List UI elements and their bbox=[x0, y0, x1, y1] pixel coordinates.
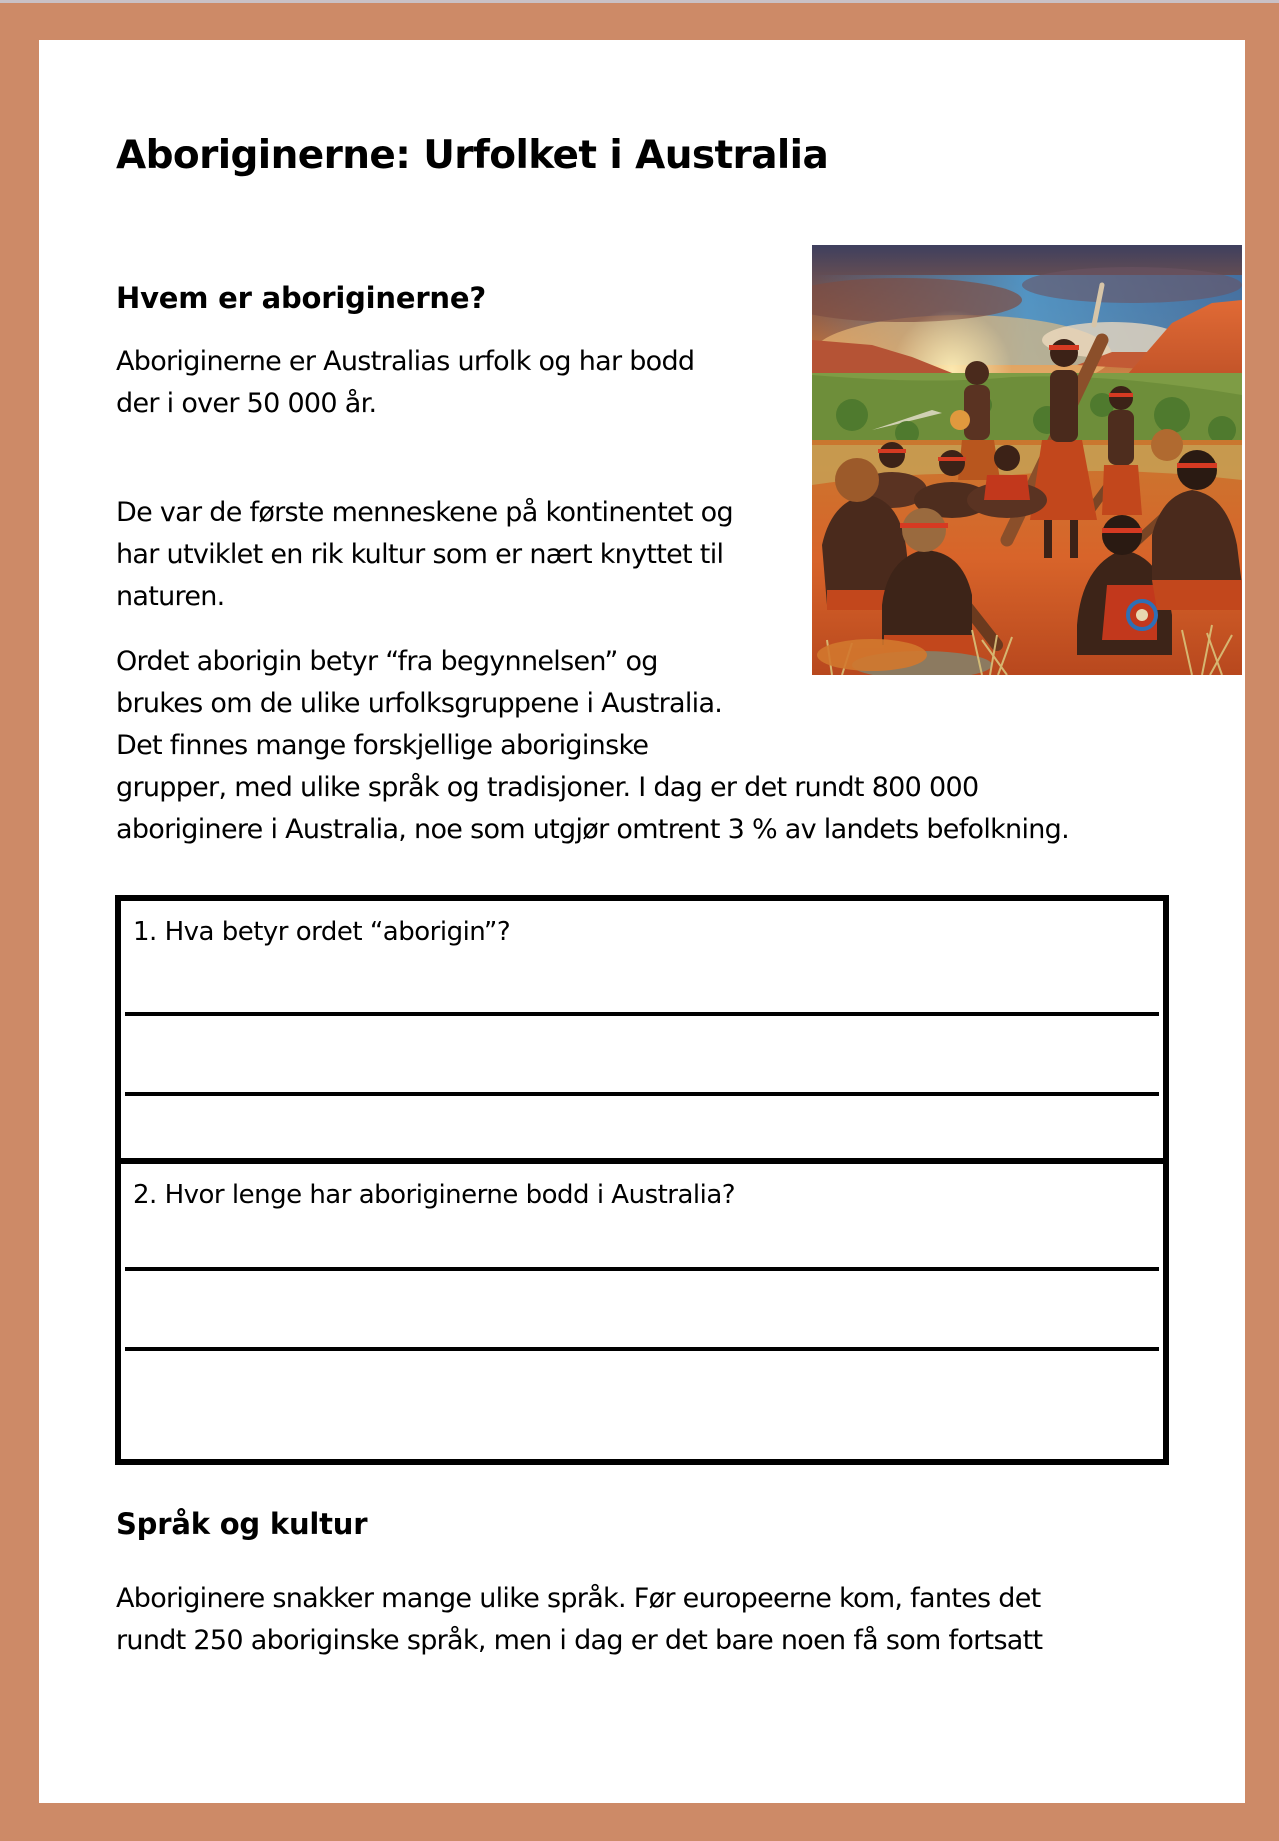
page-title: Aboriginerne: Urfolket i Australia bbox=[116, 133, 829, 178]
text-line: Ordet aborigin betyr “fra begynnelsen” og bbox=[116, 646, 658, 677]
question-1-text: 1. Hva betyr ordet “aborigin”? bbox=[133, 917, 511, 947]
answer-line[interactable] bbox=[125, 1012, 1159, 1016]
question-2 bbox=[121, 1164, 1163, 1418]
text-line: brukes om de ulike urfolksgruppene i Australia. bbox=[116, 688, 723, 719]
text-line: Aboriginere snakker mange ulike språk. Før europeerne kom, fantes det bbox=[116, 1583, 1041, 1614]
question-2-text: 2. Hvor lenge har aboriginerne bodd i Australia? bbox=[133, 1180, 736, 1210]
aboriginal-didgeridoo-illustration bbox=[812, 245, 1242, 675]
answer-line[interactable] bbox=[125, 1267, 1159, 1271]
text-line: har utviklet en rik kultur som er nært knyttet til bbox=[116, 539, 724, 570]
section-heading-language-culture: Språk og kultur bbox=[116, 1507, 368, 1541]
paragraph-languages bbox=[116, 1578, 1042, 1662]
window-top-edge bbox=[0, 0, 1279, 3]
answer-line[interactable] bbox=[125, 1347, 1159, 1351]
paragraph-intro bbox=[116, 341, 694, 425]
worksheet-page bbox=[39, 40, 1245, 1803]
text-line: rundt 250 aboriginske språk, men i dag er det bare noen få som fortsatt bbox=[116, 1625, 1043, 1656]
text-line: aboriginere i Australia, noe som utgjør omtrent 3 % av landets befolkning. bbox=[116, 814, 1070, 845]
answer-line[interactable] bbox=[125, 1092, 1159, 1096]
text-line: der i over 50 000 år. bbox=[116, 388, 377, 419]
text-line: Det finnes mange forskjellige aboriginske bbox=[116, 730, 649, 761]
text-line: De var de første menneskene på kontinentet og bbox=[116, 497, 733, 528]
text-line: naturen. bbox=[116, 581, 225, 612]
question-1 bbox=[121, 901, 1163, 1158]
question-box bbox=[115, 895, 1169, 1465]
section-heading-who: Hvem er aboriginerne? bbox=[116, 281, 486, 315]
text-line: grupper, med ulike språk og tradisjoner. I dag er det rundt 800 000 bbox=[116, 772, 979, 803]
text-line: Aboriginerne er Australias urfolk og har bodd bbox=[116, 346, 695, 377]
paragraph-first-people bbox=[116, 492, 733, 618]
